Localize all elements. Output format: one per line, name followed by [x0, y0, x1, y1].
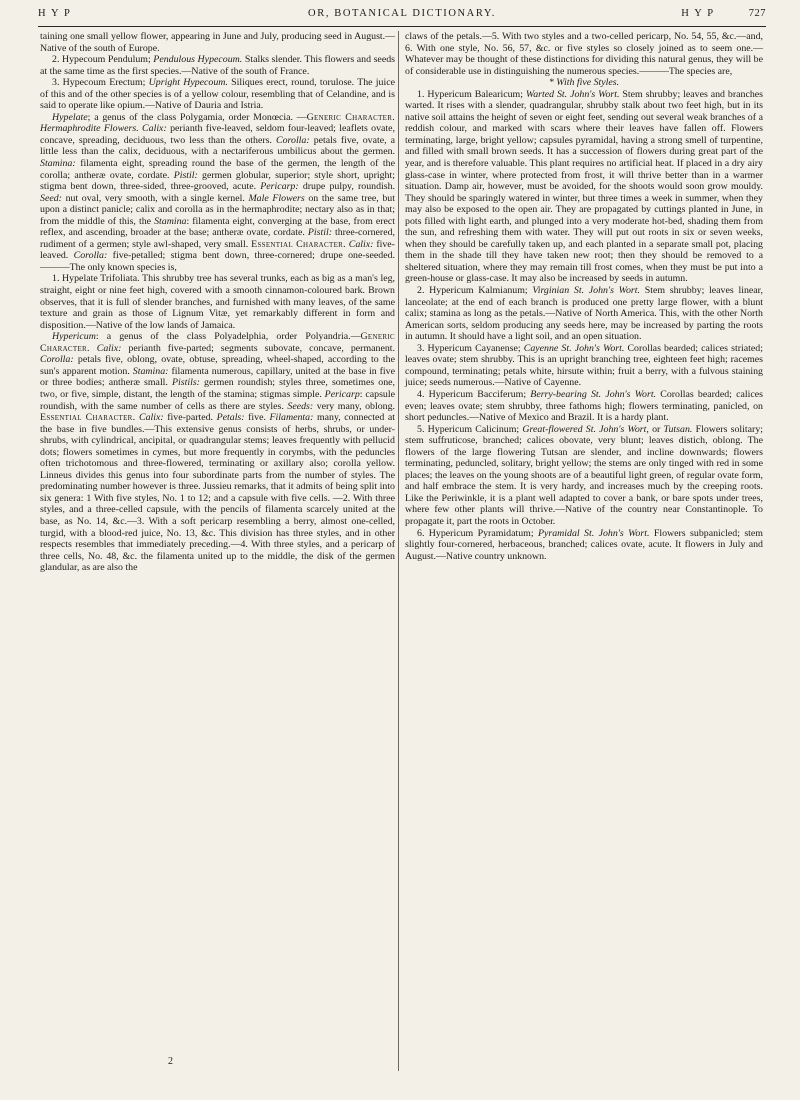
header-title: OR, BOTANICAL DICTIONARY.: [308, 8, 496, 19]
right-column: [405, 31, 763, 562]
column-divider: [398, 31, 399, 1071]
page-number: 727: [748, 8, 766, 19]
entry-hypericum-pyramidatum: 6. Hypericum Pyramidatum; Pyramidal St. John's Wort. Flowers subpanicled; stem slightly four-cornered, herbaceous, branched; calices ovate, acute. It flowers in July and August.—Native country unknown.: [405, 527, 763, 562]
entry-hypecoum-erectum: 3. Hypecoum Erectum; Upright Hypecoum. Siliques erect, round, torulose. The juice of this and of the other species is of a yellow colour, resembling that of Celandine, and is said to operate like opium.—Native of Dauria and Istria.: [40, 77, 395, 112]
entry-hypecoum-pendulum: 2. Hypecoum Pendulum; Pendulous Hypecoum. Stalks slender. This flowers and seeds at the same time as the first species.—Native of the south of France.: [40, 54, 395, 77]
header-left-abbr: H Y P: [38, 8, 72, 19]
header-rule: [38, 26, 766, 27]
entry-hypericum-cayanense: 3. Hypericum Cayanense; Cayenne St. John's Wort. Corollas bearded; calices striated; leaves ovate; stem shrubby. This is an upright branching tree, eighteen feet high; racemes compound, terminating; petals white, hirsute within; fruit a berry, with a fulvous staining juice; seeds numerous.—Native of Cayenne.: [405, 342, 763, 389]
section-heading: * With five Styles.: [548, 77, 620, 89]
entry-hypericum-calicinum: 5. Hypericum Calicinum; Great-flowered St. John's Wort, or Tutsan. Flowers solitary; stem suffruticose, branched; calices obovate, very blunt; leaves distich, oblong. The flowers of the large flowering Tutsan are slender, and incline downwards; flowers terminating, peduncled, solitary, bright yellow; the stems are only tinged with red in some places; the leaves on the young shoots are of a beautiful light green, of regular ovate form, and half embrace the stem. It is very hardy, and increases much by the creeping roots. Like the Periwinkle, it is a plant well adapted to cover a bank, or bare spots under trees, where few other plants will thrive.—Native of the country near Constantinople. To propagate it, part the roots in October.: [405, 423, 764, 527]
entry-hypericum-kalmianum: 2. Hypericum Kalmianum; Virginian St. John's Wort. Stem shrubby; leaves linear, lanceolate; at the end of each branch is produced one pretty large flower, with a blunt calix; stamina as long as the petals.—Native of North America. This, with the other North American sorts, seldom producing any seeds here, may be increased by parting the roots in autumn. It should have a light soil, and an open situation.: [405, 285, 764, 343]
paragraph: claws of the petals.—5. With two styles and a two-celled pericarp, No. 54, 55, &c.—and, 6. With one style, No. 56, 57, &c. or five styles so closely joined as to seem one.—Whatever may be thought of these distinctions for dividing this natural genus, they will be of considerable use in distinguishing the numerous species.———The species are,: [405, 31, 763, 77]
entry-hypericum-genus: Hypericum: a genus of the class Polyadelphia, order Polyandria.—Generic Character. Calix: perianth five-parted; segments subovate, concave, permanent. Corolla: petals five, oblong, ovate, obtuse, spreading, wheel-shaped, according to the sun's apparent motion. Stamina: filamenta numerous, capillary, united at the base in five or three bodies; antheræ small. Pistils: germen roundish; styles three, sometimes one, two, or five, simple, distant, the length of the stamina; stigmas simple. Pericarp: capsule roundish, with the same number of cells as there are styles. Seeds: very many, oblong. Essential Character. Calix: five-parted. Petals: five. Filamenta: many, connected at the base in five bundles.—This extensive genus consists of herbs, shrubs, or under-shrubs, with cylindrical, ancipital, or quadrangular stems; leaves frequently with pellucid dots; flowers sometimes in cymes, but more frequently in corymbs, with the peduncles often trichotomous and three-flowered, terminating or axillary also; corolla yellow. Linneus divides this genus into four subordinate parts from the number of styles. The predominating number however is three. Jussieu remarks, that it admits of being split into six genera: 1 With five styles, No. 1 to 12; and a capsule with five cells. —2. With three styles, and a three-celled capsule, with the pencils of filamenta scarcely united at the base, as No. 14, &c.—3. With a soft pericarp resembling a berry, almost one-celled, turgid, with a blood-red juice, No. 13, &c. This division has three styles, and in other respects resembles that immediately preceding.—4. With three styles, and a pericarp of three cells, No. 48, &c. the filamenta united up to the middle, the disk of the germen glandular, as are also the: [40, 331, 395, 574]
header-right-abbr: H Y P: [681, 8, 715, 19]
signature-mark: 2: [168, 1056, 173, 1067]
entry-hypelate: Hypelate; a genus of the class Polygamia, order Monœcia. —Generic Character. Hermaphrodite Flowers. Calix: perianth five-leaved, seldom four-leaved; leaflets ovate, concave, spreading, deciduous, two less than the others. Corolla: petals five, ovate, a little less than the calix, deciduous, with a nectariferous umbilicus about the germen. Stamina: filamenta eight, spreading round the base of the germen, the length of the corolla; antheræ ovate, cordate. Pistil: germen globular, superior; style short, upright; stigma bent down, three-sided, three-grooved, acute. Pericarp: drupe pulpy, roundish. Seed: nut oval, very smooth, with a single kernel. Male Flowers on the same tree, but upon a distinct panicle; calix and corolla as in the hermaphrodite; nectary also as in that; from the middle of this, the Stamina: filamenta eight, converging at the base, from erect reflex, and ascending, broader at the base; antheræ ovate, cordate. Pistil: three-cornered, rudiment of a germen; style awl-shaped, very small. Essential Character. Calix: five-leaved. Corolla: five-petalled; stigma bent down, three-cornered; drupe one-seeded.———The only known species is,: [40, 111, 396, 273]
running-header: [38, 8, 766, 26]
entry-hypericum-balearicum: 1. Hypericum Balearicum; Warted St. John's Wort. Stem shrubby; leaves and branches warted. It rises with a slender, quadrangular, shrubby stalk about two feet high, but in its native soil attains the height of seven or eight feet, sending out several weak branches of a reddish colour, and marked with scars where their leaves have fallen off. Flowers terminating, large, bright yellow; capsules pyramidal, having a strong smell of turpentine, and filled with small brown seeds. It has a succession of flowers during great part of the year, and is therefore valuable. This plant requires no artificial heat. If placed in a dry airy glass-case in winter, where protected from frost, it will thrive better than in a warmer situation. Damp air, however, must be avoided, for the shoots would soon grow mouldy. They should be sparingly watered in winter, but three times a week in summer, when they may also be exposed to the open air. They are propagated by cuttings planted in June, in pots filled with light earth, and plunged into a very moderate hot-bed, shading them from the sun, and refreshing them with water. They will put out roots in six or seven weeks, when they should be carefully taken up, and each planted in a separate small pot, placing them in the shade till they have taken new root; then they should be removed to a sheltered situation, where they may remain till frost comes, when they must be put into a green-house or glass-case. It may also be increased by seeds in autumn.: [405, 88, 764, 285]
entry-hypelate-trifoliata: 1. Hypelate Trifoliata. This shrubby tree has several trunks, each as big as a man's leg, straight, eight or nine feet high, covered with a smooth cinnamon-coloured bark. Brown observes, that it is full of slender branches, and furnished with many leaves, of the same texture and grain as those of Lignum Vitæ, yet remarkably different in form and disposition.—Native of the low lands of Jamaica.: [40, 273, 395, 331]
paragraph: taining one small yellow flower, appearing in June and July, producing seed in August.—Native of the south of Europe.: [40, 31, 395, 54]
left-column: [40, 31, 395, 574]
entry-hypericum-bacciferum: 4. Hypericum Bacciferum; Berry-bearing St. John's Wort. Corollas bearded; calices even; leaves ovate; stem shrubby, three fathoms high; flowers terminating, panicled, on short peduncles.—Native of Mexico and Brazil. It is a hardy plant.: [405, 388, 763, 424]
header-right: [681, 8, 766, 19]
